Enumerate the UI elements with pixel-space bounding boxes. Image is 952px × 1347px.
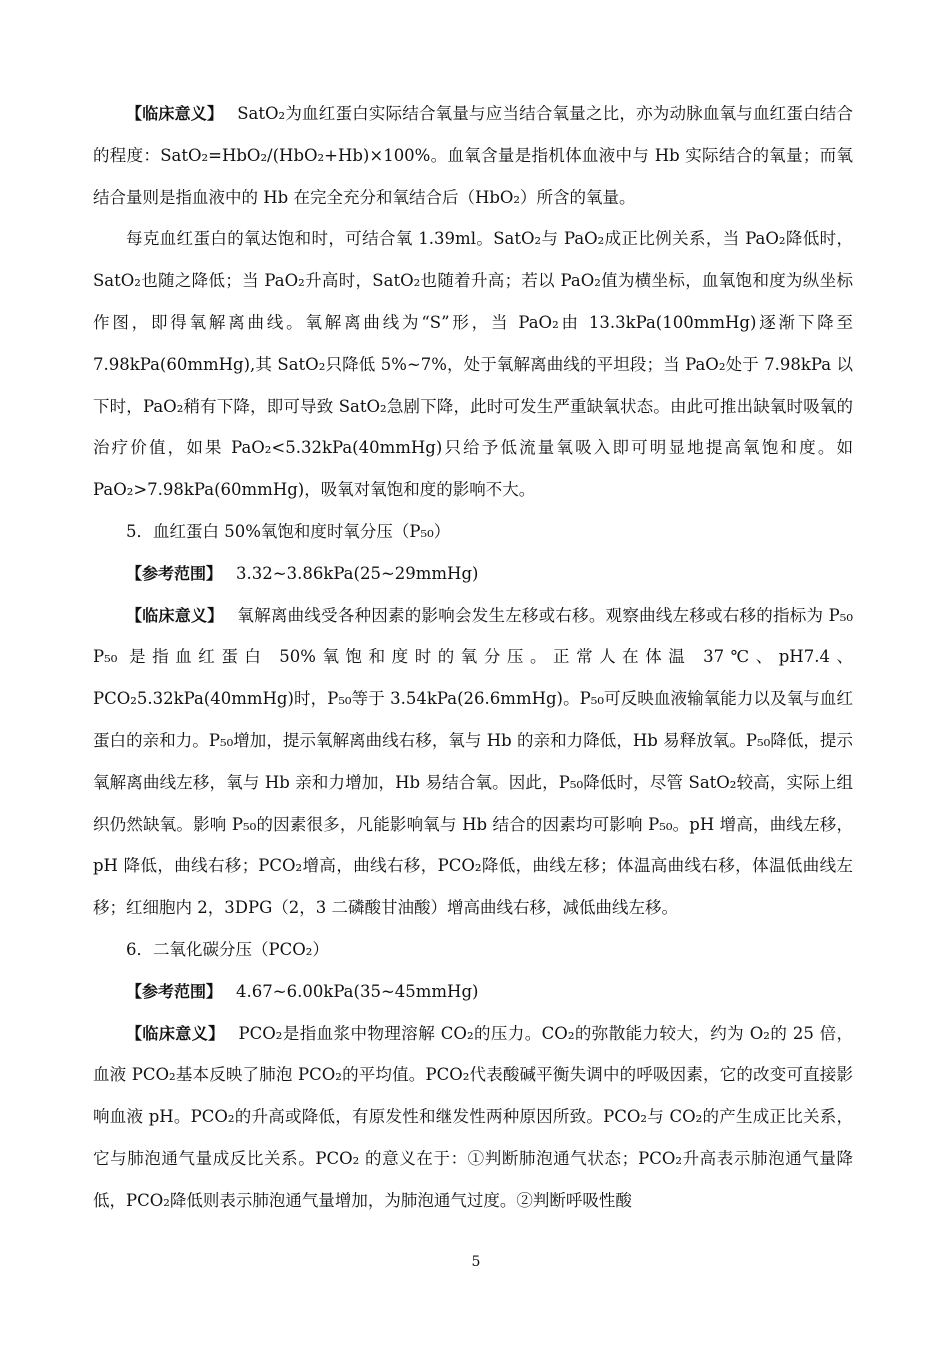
clinical-significance-pco2: [93, 1013, 853, 1222]
section-label: 【参考范围】: [126, 563, 223, 583]
paragraph-text: PCO₂是指血浆中物理溶解 CO₂的压力。CO₂的弥散能力较大，约为 O₂的 25 倍，血液 PCO₂基本反映了肺泡 PCO₂的平均值。PCO₂代表酸碱平衡失调中的呼吸因素，它的改变可直接影响血液 pH。PCO₂的升高或降低，有原发性和继发性两种原因所致。PCO₂与 CO₂的产生成正比关系，它与肺泡通气量成反比关系。PCO₂ 的意义在于：①判断肺泡通气状态；PCO₂升高表示肺泡通气量降低，PCO₂降低则表示肺泡通气量增加，为肺泡通气过度。②判断呼吸性酸: [93, 1023, 853, 1210]
paragraph-text: SatO₂为血红蛋白实际结合氧量与应当结合氧量之比，亦为动脉血氧与血红蛋白结合的程度：SatO₂=HbO₂/(HbO₂+Hb)×100%。血氧含量是指机体血液中与 Hb 实际结合的氧量；而氧结合量则是指血液中的 Hb 在完全充分和氧结合后（HbO₂）所含的氧量。: [93, 104, 853, 207]
section-label: 【临床意义】: [126, 1023, 225, 1043]
range-text: 3.32~3.86kPa(25~29mmHg): [236, 563, 479, 583]
oxygen-dissociation-paragraph: [93, 218, 853, 511]
page-number: 5: [471, 1254, 481, 1270]
section-label: 【参考范围】: [126, 981, 223, 1001]
section-label: 【临床意义】: [126, 104, 224, 123]
heading-text: 5．血红蛋白 50%氧饱和度时氧分压（P₅₀）: [126, 521, 451, 541]
document-body: [93, 93, 853, 1222]
range-text: 4.67~6.00kPa(35~45mmHg): [236, 981, 479, 1001]
item-heading-pco2: [93, 929, 853, 971]
paragraph-text: 每克血红蛋白的氧达饱和时，可结合氧 1.39ml。SatO₂与 PaO₂成正比例关系，当 PaO₂降低时，SatO₂也随之降低；当 PaO₂升高时，SatO₂也随着升高；若以 PaO₂值为横坐标，血氧饱和度为纵坐标作图，即得氧解离曲线。氧解离曲线为“S”形，当 PaO₂由 13.3kPa(100mmHg)逐渐下降至 7.98kPa(60mmHg),其 SatO₂只降低 5%~7%，处于氧解离曲线的平坦段；当 PaO₂处于 7.98kPa 以下时，PaO₂稍有下降，即可导致 SatO₂急剧下降，此时可发生严重缺氧状态。由此可推出缺氧时吸氧的治疗价值，如果 PaO₂<5.32kPa(40mmHg)只给予低流量氧吸入即可明显地提高氧饱和度。如 PaO₂>7.98kPa(60mmHg)，吸氧对氧饱和度的影响不大。: [93, 229, 853, 500]
reference-range-pco2: [93, 971, 853, 1013]
item-heading-p50: [93, 511, 853, 553]
clinical-significance-sato2: [93, 93, 853, 218]
reference-range-p50: [93, 553, 853, 595]
heading-text: 6．二氧化碳分压（PCO₂）: [126, 939, 329, 959]
paragraph-text: 氧解离曲线受各种因素的影响会发生左移或右移。观察曲线左移或右移的指标为 P₅₀ P₅₀ 是指血红蛋白 50%氧饱和度时的氧分压。正常人在体温 37℃、pH7.4、PCO₂5.32kPa(40mmHg)时，P₅₀等于 3.54kPa(26.6mmHg)。P₅₀可反映血液输氧能力以及氧与血红蛋白的亲和力。P₅₀增加，提示氧解离曲线右移，氧与 Hb 的亲和力降低，Hb 易释放氧。P₅₀降低，提示氧解离曲线左移，氧与 Hb 亲和力增加，Hb 易结合氧。因此，P₅₀降低时，尽管 SatO₂较高，实际上组织仍然缺氧。影响 P₅₀的因素很多，凡能影响氧与 Hb 结合的因素均可影响 P₅₀。pH 增高，曲线左移，pH 降低，曲线右移；PCO₂增高，曲线右移，PCO₂降低，曲线左移；体温高曲线右移，体温低曲线左移；红细胞内 2，3DPG（2，3 二磷酸甘油酸）增高曲线右移，减低曲线左移。: [93, 605, 853, 918]
section-label: 【临床意义】: [126, 605, 224, 625]
clinical-significance-p50: [93, 595, 853, 929]
